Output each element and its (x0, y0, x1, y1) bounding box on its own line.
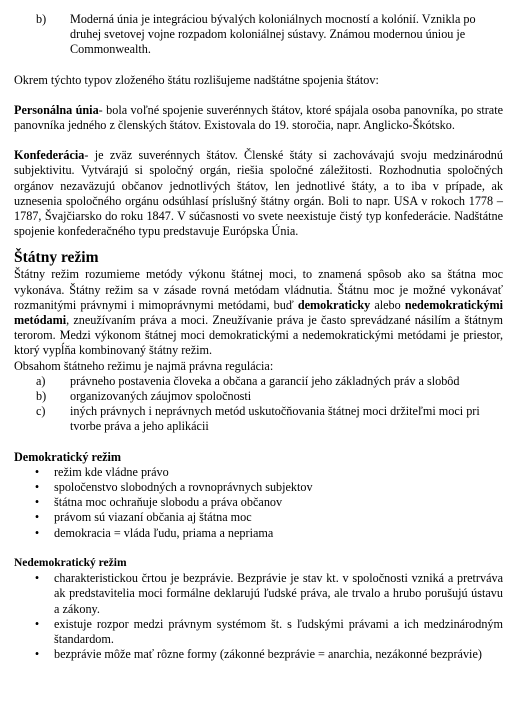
bullet-icon: • (34, 510, 40, 525)
list-marker: a) (36, 373, 46, 388)
content-item-a (14, 374, 503, 389)
bullet-icon: • (34, 571, 40, 586)
list-item (14, 647, 503, 662)
list-item-text: iných právnych i neprávnych metód uskutočňovania štátnej moci držiteľmi moci pri tvorbe práva a jeho aplikácii (70, 404, 480, 434)
bullet-icon: • (34, 525, 40, 540)
nondemocratic-list (14, 571, 503, 662)
regime-text-2: alebo (370, 297, 405, 312)
regime-bold-democratic: demokraticky (297, 297, 371, 312)
list-item-text: štátna moc ochraňuje slobodu a práva občanov (54, 495, 283, 510)
regime-text-1: Štátny režim rozumieme metódy výkonu štátnej moci, to znamená spôsob ako sa štátna moc vykonáva. Štátny režim sa v zásade rovná metódam vládnutia. Štátnu moc je možné vykonávať rozmanitými právnymi i mimoprávnymi metódami, buď (14, 267, 503, 312)
list-item (14, 510, 503, 525)
confederation-paragraph (14, 148, 503, 239)
bullet-icon: • (34, 480, 40, 495)
list-item-text: Moderná únia je integráciou bývalých koloniálnych mocností a kolónií. Vznikla po druhej svetovej vojne rozpadom koloniálnej sústavy. Známou modernou úniou je Commonwealth. (70, 12, 476, 57)
bullet-icon: • (34, 616, 40, 631)
confederation-text: - je zväz suverénnych štátov. Členské štáty si zachovávajú svoju medzinárodnú subjektivitu. Vytvárajú si spoločný orgán, riešia spoločné záležitosti. Rozhodnutia spoločných orgánov nezaväzujú občanov jednotlivých štátov, len jednotlivé štáty, a to iba v prípade, ak uznesenia spoločného orgánu odsúhlasí príslušný štátny orgán. Boli to napr. USA v rokoch 1778 – 1787, Švajčiarsko do roku 1847. V súčasnosti vo svete neexistuje čistý typ konfederácie. Nadštátne spojenie konfederačného typu predstavuje Európska Únia. (14, 148, 503, 239)
list-item (14, 571, 503, 617)
list-item-text: demokracia = vláda ľudu, priama a nepriama (54, 525, 274, 540)
personal-union-text: - bola voľné spojenie suverénnych štátov, ktoré spájala osoba panovníka, po strate panovníka jedného z členských štátov. Existovala do 19. storočia, napr. Anglicko-Škótsko. (14, 102, 503, 133)
confederation-term: Konfederácia (14, 148, 85, 163)
section-title: Štátny režim (14, 249, 99, 267)
list-item (14, 465, 503, 480)
content-item-c (14, 404, 503, 434)
list-item-text: existuje rozpor medzi právnym systémom št. s ľudskými právami a ich medzinárodným štandardom. (54, 616, 503, 646)
bullet-icon: • (34, 464, 40, 479)
democratic-list (14, 465, 503, 541)
personal-union-paragraph (14, 103, 503, 133)
democratic-title: Demokratický režim (14, 449, 122, 464)
list-item (14, 526, 503, 541)
regime-bold-nondemocratic: nedemokratickými metódami (14, 297, 503, 328)
list-item-text: právneho postavenia človeka a občana a garancií jeho základných práv a slobôd (70, 373, 460, 388)
list-item-text: právom sú viazaní občania aj štátna moc (54, 510, 252, 525)
list-item (14, 617, 503, 647)
bullet-icon: • (34, 495, 40, 510)
list-item-text: organizovaných záujmov spoločnosti (70, 389, 252, 404)
bullet-icon: • (34, 647, 40, 662)
list-marker: b) (36, 12, 47, 26)
content-intro: Obsahom štátneho režimu je najmä právna regulácia: (14, 358, 274, 373)
regime-text-3: , zneužívaním práva a moci. Zneužívanie práva je často sprevádzané násilím a štátnym terorom. Medzi výkonom štátnej moci demokratickými a nedemokratickými metódami je priestor, ktorý vypĺňa kombinovaný štátny režim. (14, 313, 503, 358)
list-marker: c) (36, 404, 46, 419)
list-item-text: bezprávie môže mať rôzne formy (zákonné bezprávie = anarchia, nezákonné bezprávie) (54, 647, 482, 662)
content-item-b (14, 389, 503, 404)
regime-paragraph (14, 267, 503, 358)
list-item-text: spoločenstvo slobodných a rovnoprávnych subjektov (54, 480, 313, 495)
list-item-b (14, 12, 503, 58)
list-item-text: charakteristickou črtou je bezprávie. Bezprávie je stav kt. v spoločnosti vzniká a pretrváva ak predstavitelia moci formálne deklarujú ľudské práva, ale trvalo a hrubo porušujú ústavu a zákony. (54, 571, 503, 616)
nondemocratic-title: Nedemokratický režim (14, 556, 127, 569)
list-marker: b) (36, 389, 47, 404)
personal-union-term: Personálna únia (14, 102, 99, 117)
list-item (14, 480, 503, 495)
list-item (14, 495, 503, 510)
list-item-text: režim kde vládne právo (54, 464, 169, 479)
intro-line: Okrem týchto typov zloženého štátu rozlišujeme nadštátne spojenia štátov: (14, 72, 379, 87)
